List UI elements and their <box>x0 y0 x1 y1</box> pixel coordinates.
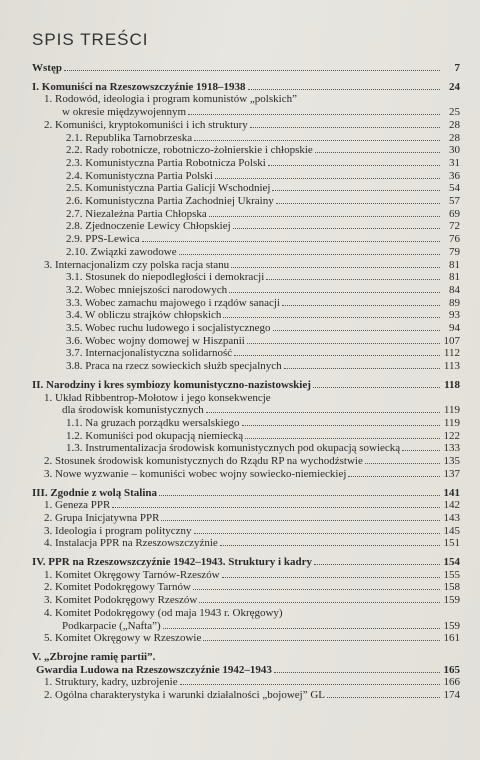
toc-entry <box>26 430 460 443</box>
toc-entry-title: 2. Ogólna charakterystyka i warunki działalności „bojowej” GL <box>44 689 326 702</box>
toc-chapter <box>26 651 460 664</box>
toc-entry-title: 2.7. Niezależna Partia Chłopska <box>66 207 207 220</box>
toc-entry <box>26 607 460 620</box>
toc-chapter <box>26 556 460 569</box>
toc-entry <box>26 93 460 106</box>
toc-page-number: 84 <box>449 283 460 296</box>
toc-entry-title: 3.4. W obliczu strajków chłopskich <box>66 309 222 322</box>
toc-page-number: 30 <box>449 144 460 157</box>
toc-page-number: 94 <box>449 322 460 335</box>
toc-entry-title: 3.1. Stosunek do niepodległości i demokracji <box>66 271 265 284</box>
toc-entry <box>26 347 460 360</box>
dot-leader <box>180 684 440 685</box>
dot-leader <box>163 628 440 629</box>
toc-page-number: 151 <box>443 537 460 550</box>
dot-leader <box>248 89 440 90</box>
toc-entry-title: 2. Stosunek środowisk komunistycznych do Rządu RP na wychodźstwie <box>44 455 363 468</box>
toc-entry-title: 3. Ideologia i program polityczny <box>44 524 192 537</box>
dot-leader <box>194 533 440 534</box>
dot-leader <box>242 425 441 426</box>
toc-entry <box>26 309 460 322</box>
dot-leader <box>266 279 440 280</box>
toc-entry-title: 2.1. Republika Tarnobrzeska <box>66 131 193 144</box>
dot-leader <box>233 228 440 229</box>
dot-leader <box>194 140 440 141</box>
dot-leader <box>365 463 440 464</box>
toc-page-number: 28 <box>449 118 460 131</box>
toc-entry <box>26 360 460 373</box>
toc-page-number: 118 <box>444 378 460 391</box>
dot-leader <box>142 241 440 242</box>
dot-leader <box>245 438 440 439</box>
toc-chapter <box>26 62 460 75</box>
toc-entry <box>26 144 460 157</box>
toc-chapter <box>26 664 460 677</box>
toc-page-number: 137 <box>443 467 460 480</box>
toc-entry-title: 4. Komitet Podokręgowy (od maja 1943 r. Okręgowy) <box>44 606 283 619</box>
dot-leader <box>203 640 440 641</box>
toc-entry <box>26 119 460 132</box>
toc-entry <box>26 297 460 310</box>
toc-page-number: 113 <box>443 360 460 373</box>
toc-entry <box>26 392 460 405</box>
toc-page-number: 158 <box>443 581 460 594</box>
page-title: SPIS TREŚCI <box>32 30 149 49</box>
toc-entry <box>26 271 460 284</box>
toc-page-number: 81 <box>449 271 460 284</box>
dot-leader <box>159 495 440 496</box>
dot-leader <box>284 368 440 369</box>
dot-leader <box>229 292 440 293</box>
toc-entry-title: 3. Nowe wyzwanie – komuniści wobec wojny sowiecko-niemieckiej <box>44 467 347 480</box>
dot-leader <box>234 355 440 356</box>
toc-page-number: 31 <box>449 156 460 169</box>
toc-entry-title: 2. Grupa Inicjatywna PPR <box>44 511 160 524</box>
toc-page-number: 36 <box>449 169 460 182</box>
toc-entry-title: 3.2. Wobec mniejszości narodowych <box>66 283 228 296</box>
dot-leader <box>206 412 440 413</box>
dot-leader <box>402 450 440 451</box>
toc-page-number: 141 <box>443 486 460 499</box>
dot-leader <box>315 152 440 153</box>
dot-leader <box>250 127 440 128</box>
toc-entry-title: 1. Komitet Okręgowy Tarnów-Rzeszów <box>44 568 220 581</box>
toc-entry-title: 1.3. Instrumentalizacja środowisk komunistycznych pod okupacją sowiecką <box>66 442 401 455</box>
dot-leader <box>193 589 440 590</box>
dot-leader <box>222 577 440 578</box>
toc-entry <box>26 689 460 702</box>
toc-entry-title: 2. Komuniści, kryptokomuniści i ich struktury <box>44 118 248 131</box>
dot-leader <box>161 520 440 521</box>
toc-page-number: 72 <box>449 220 460 233</box>
dot-leader <box>268 165 440 166</box>
toc-page-number: 142 <box>443 499 460 512</box>
dot-leader <box>223 317 440 318</box>
toc-entry <box>26 208 460 221</box>
toc-entry-title: Gwardia Ludowa na Rzeszowszczyźnie 1942–1943 <box>36 663 272 676</box>
toc-page-number: 57 <box>449 195 460 208</box>
toc-entry <box>26 284 460 297</box>
dot-leader <box>282 305 440 306</box>
toc-page-number: 69 <box>449 207 460 220</box>
dot-leader <box>313 387 440 388</box>
toc-entry-title: w okresie międzywojennym <box>62 106 187 119</box>
toc-entry-title: III. Zgodnie z wolą Stalina <box>32 486 157 499</box>
toc-entry-title: 3.7. Internacjonalistyczna solidarność <box>66 347 233 360</box>
toc-page-number: 93 <box>449 309 460 322</box>
toc-entry <box>26 581 460 594</box>
toc-page-number: 25 <box>449 106 460 119</box>
toc-entry-title: 2. Komitet Podokręgowy Tarnów <box>44 581 191 594</box>
toc-entry-title: 3. Komitet Podokręgowy Rzeszów <box>44 594 198 607</box>
toc-entry <box>26 246 460 259</box>
toc-entry-title: 2.6. Komunistyczna Partia Zachodniej Ukrainy <box>66 195 274 208</box>
toc-entry-title: IV. PPR na Rzeszowszczyźnie 1942–1943. Struktury i kadry <box>32 556 312 569</box>
toc-page-number: 76 <box>449 233 460 246</box>
toc-entry <box>26 322 460 335</box>
dot-leader <box>327 697 440 698</box>
toc-entry-title: 1.1. Na gruzach porządku wersalskiego <box>66 416 240 429</box>
toc-page-number: 107 <box>443 334 460 347</box>
toc-page-number: 79 <box>449 245 460 258</box>
toc-entry-title: 2.10. Związki zawodowe <box>66 245 177 258</box>
toc-entry <box>26 569 460 582</box>
toc-entry <box>26 106 460 119</box>
dot-leader <box>209 216 440 217</box>
toc-page-number: 159 <box>443 594 460 607</box>
toc-entry-title: I. Komuniści na Rzeszowszczyźnie 1918–1938 <box>32 80 246 93</box>
toc-entry-title: Wstęp <box>32 62 62 74</box>
dot-leader <box>314 564 440 565</box>
toc-entry-title: 1. Układ Ribbentrop-Mołotow i jego konsekwencje <box>44 391 271 404</box>
toc-entry-title: 3.8. Praca na rzecz sowieckich służb specjalnych <box>66 360 282 373</box>
toc-entry-title: 2.4. Komunistyczna Partia Polski <box>66 169 213 182</box>
toc-entry-title: 3.3. Wobec zamachu majowego i rządów sanacji <box>66 296 280 309</box>
toc-page-number: 145 <box>443 524 460 537</box>
toc-page-number: 174 <box>443 689 460 702</box>
dot-leader <box>179 254 440 255</box>
toc-page-number: 119 <box>443 404 460 417</box>
toc-entry <box>26 442 460 455</box>
toc-entry-title: 4. Instalacja PPR na Rzeszowszczyźnie <box>44 537 218 550</box>
dot-leader <box>199 602 440 603</box>
toc-page-number: 135 <box>443 455 460 468</box>
toc-entry <box>26 170 460 183</box>
toc-chapter <box>26 379 460 392</box>
toc-entry <box>26 220 460 233</box>
toc-entry-title: 3.6. Wobec wojny domowej w Hiszpanii <box>66 334 245 347</box>
toc-entry <box>26 620 460 633</box>
toc-entry <box>26 632 460 645</box>
toc-entry <box>26 537 460 550</box>
toc-entry <box>26 259 460 272</box>
toc-entry <box>26 157 460 170</box>
toc-page-number: 89 <box>449 296 460 309</box>
toc-entry-title: 2.2. Rady robotnicze, robotniczo-żołnierskie i chłopskie <box>66 144 313 157</box>
toc-entry <box>26 404 460 417</box>
dot-leader <box>348 476 440 477</box>
toc-entry-title: 3.5. Wobec ruchu ludowego i socjalistycznego <box>66 322 271 335</box>
toc-entry-title: 2.9. PPS-Lewica <box>66 233 140 246</box>
toc-entry-title: 2.5. Komunistyczna Partia Galicji Wschodniej <box>66 182 271 195</box>
toc-page-number: 24 <box>449 80 460 93</box>
toc-page-number: 159 <box>443 619 460 632</box>
toc-entry <box>26 335 460 348</box>
toc-entry <box>26 233 460 246</box>
toc-entry-title: 3. Internacjonalizm czy polska racja stanu <box>44 258 230 271</box>
dot-leader <box>215 178 440 179</box>
toc-entry <box>26 455 460 468</box>
toc-entry-title: Podkarpacie („Nafta”) <box>62 619 161 632</box>
dot-leader <box>112 507 440 508</box>
toc-chapter <box>26 81 460 94</box>
toc-page-number: 28 <box>449 131 460 144</box>
toc-entry-title: dla środowisk komunistycznych <box>62 404 204 417</box>
toc-page-number: 155 <box>443 568 460 581</box>
toc-page-number: 54 <box>449 182 460 195</box>
toc-entry <box>26 525 460 538</box>
dot-leader <box>247 343 440 344</box>
dot-leader <box>220 545 440 546</box>
dot-leader <box>272 190 440 191</box>
toc-page-number: 133 <box>443 442 460 455</box>
toc-entry <box>26 499 460 512</box>
toc-page-number: 119 <box>443 416 460 429</box>
toc-entry <box>26 594 460 607</box>
toc-entry-title: V. „Zbrojne ramię partii”. <box>32 650 156 663</box>
dot-leader <box>273 330 441 331</box>
toc-entry <box>26 195 460 208</box>
toc-entry <box>26 676 460 689</box>
toc-entry-title: 1. Geneza PPR <box>44 499 111 512</box>
toc-page-number: 161 <box>443 632 460 645</box>
toc-chapter <box>26 487 460 500</box>
table-of-contents <box>26 62 460 702</box>
toc-page-number: 81 <box>449 258 460 271</box>
toc-entry-title: II. Narodziny i kres symbiozy komunistyczno-nazistowskiej <box>32 378 311 391</box>
toc-entry <box>26 132 460 145</box>
dot-leader <box>64 70 440 71</box>
dot-leader <box>188 114 440 115</box>
toc-page-number: 112 <box>443 347 460 360</box>
toc-entry-title: 5. Komitet Okręgowy w Rzeszowie <box>44 632 202 645</box>
toc-entry <box>26 182 460 195</box>
toc-entry-title: 2.3. Komunistyczna Partia Robotnicza Polski <box>66 156 266 169</box>
toc-page-number: 166 <box>443 676 460 689</box>
dot-leader <box>231 267 440 268</box>
toc-entry-title: 1. Struktury, kadry, uzbrojenie <box>44 676 178 689</box>
toc-entry-title: 1.2. Komuniści pod okupacją niemiecką <box>66 429 244 442</box>
dot-leader <box>274 672 440 673</box>
toc-entry <box>26 417 460 430</box>
toc-page-number: 165 <box>443 663 460 676</box>
toc-page-number: 154 <box>443 556 460 569</box>
dot-leader <box>276 203 440 204</box>
toc-entry <box>26 512 460 525</box>
toc-entry-title: 1. Rodowód, ideologia i program komunistów „polskich” <box>44 93 297 106</box>
toc-page-number: 122 <box>443 429 460 442</box>
toc-entry <box>26 468 460 481</box>
toc-page-number: 7 <box>454 62 460 74</box>
toc-entry-title: 2.8. Zjednoczenie Lewicy Chłopskiej <box>66 220 231 233</box>
toc-page-number: 143 <box>443 511 460 524</box>
